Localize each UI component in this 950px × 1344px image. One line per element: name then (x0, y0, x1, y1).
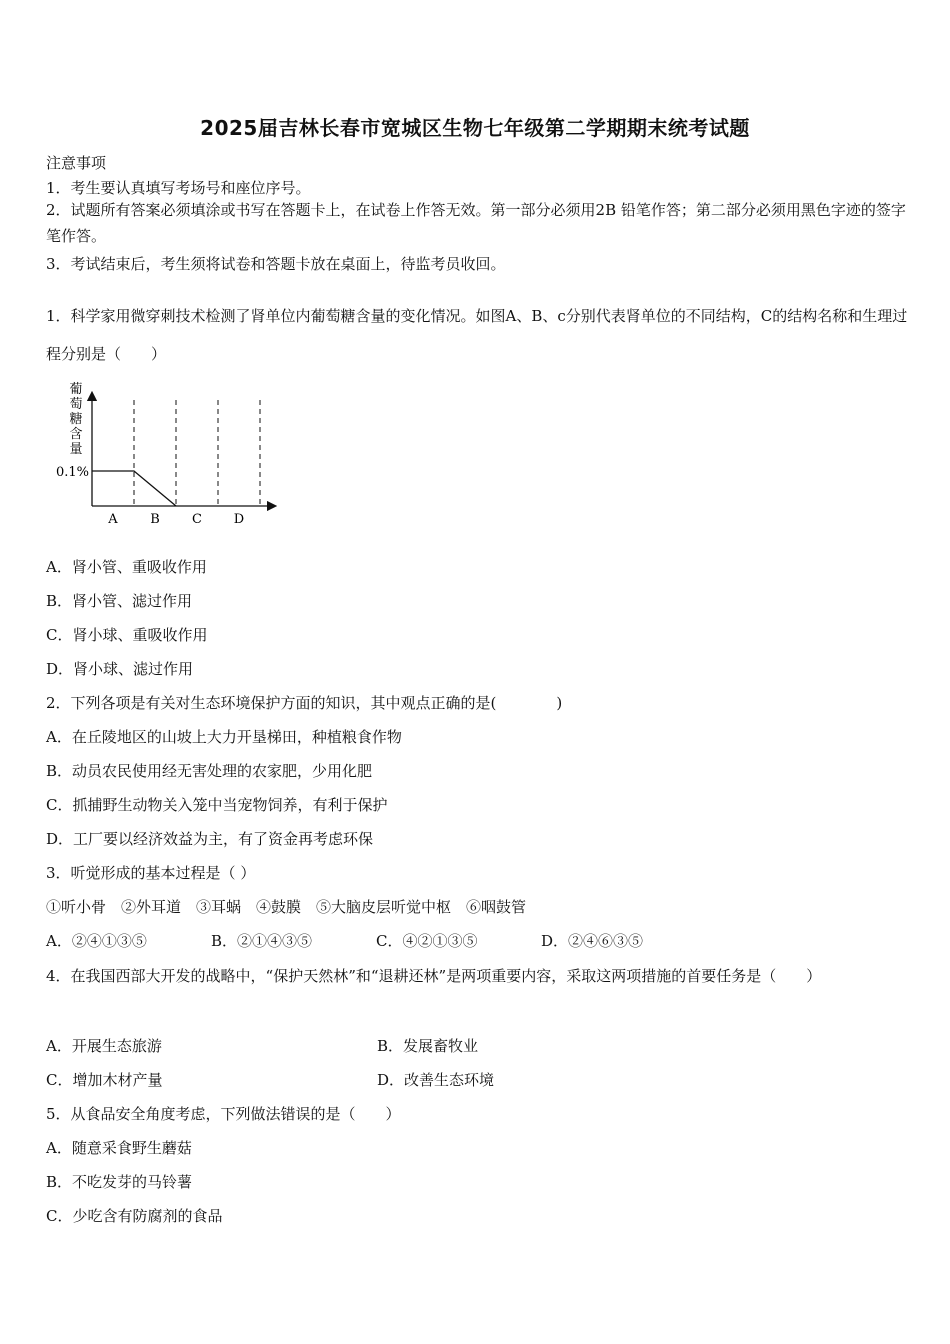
y-axis-label-char: 萄 (69, 397, 83, 412)
x-category-label: B (150, 512, 160, 527)
question-extra: ①听小骨 ②外耳道 ③耳蜗 ④鼓膜 ⑤大脑皮层听觉中枢 ⑥咽鼓管 (46, 898, 527, 916)
option: D．工厂要以经济效益为主，有了资金再考虑环保 (46, 830, 374, 848)
glucose-chart (46, 380, 286, 530)
option: B．不吃发芽的马铃薯 (46, 1173, 193, 1191)
notice-heading: 注意事项 (46, 154, 107, 172)
option: A．在丘陵地区的山坡上大力开垦梯田，种植粮食作物 (46, 728, 402, 746)
x-category-label: D (233, 512, 245, 527)
option: B．发展畜牧业 (377, 1037, 479, 1055)
option: A．②④①③⑤ (46, 932, 147, 950)
option: C．增加木材产量 (46, 1071, 163, 1089)
page-title: 2025届吉林长春市宽城区生物七年级第二学期期末统考试题 (200, 116, 750, 140)
option: D．改善生态环境 (377, 1071, 495, 1089)
question-stem: 4．在我国西部大开发的战略中，“保护天然林”和“退耕还林”是两项重要内容，采取这两项措施的首要任务是（ ） (46, 967, 822, 985)
option: D．肾小球、滤过作用 (46, 660, 194, 678)
y-axis-label (69, 382, 82, 457)
notice-item: 2．试题所有答案必须填涂或书写在答题卡上，在试卷上作答无效。第一部分必须用2B 铅笔作答；第二部分必须用黑色字迹的签字笔作答。 (46, 201, 906, 245)
option-row (46, 1035, 478, 1056)
option: D．②④⑥③⑤ (541, 932, 644, 950)
notice-item: 1．考生要认真填写考场号和座位序号。 (46, 179, 311, 197)
x-category-label: A (108, 512, 118, 527)
y-tick-label: 0.1% (55, 465, 89, 480)
option: B．动员农民使用经无害处理的农家肥，少用化肥 (46, 762, 373, 780)
question-stem: 5．从食品安全角度考虑，下列做法错误的是（ ） (46, 1105, 401, 1123)
option: A．随意采食野生蘑菇 (46, 1139, 192, 1157)
y-axis-label-char: 含 (69, 427, 83, 442)
option-row (46, 930, 706, 951)
option: B．②①④③⑤ (211, 932, 313, 950)
notice-item: 3．考试结束后，考生须将试卷和答题卡放在桌面上，待监考员收回。 (46, 255, 506, 273)
option: B．肾小管、滤过作用 (46, 592, 193, 610)
option: C．少吃含有防腐剂的食品 (46, 1207, 223, 1225)
question-stem: 1．科学家用微穿刺技术检测了肾单位内葡萄糖含量的变化情况。如图A、B、c分别代表肾单位的不同结构，C的结构名称和生理过程分别是（ ） (46, 307, 908, 363)
y-axis-label-char: 糖 (69, 412, 83, 427)
option: A．开展生态旅游 (46, 1037, 162, 1055)
option: A．肾小管、重吸收作用 (46, 558, 207, 576)
x-category-label: C (192, 512, 202, 527)
option: C．肾小球、重吸收作用 (46, 626, 208, 644)
y-axis-label-char: 量 (69, 442, 83, 457)
question-stem: 2．下列各项是有关对生态环境保护方面的知识，其中观点正确的是( ) (46, 694, 563, 712)
option: C．抓捕野生动物关入笼中当宠物饲养，有利于保护 (46, 796, 388, 814)
y-axis-label-char: 葡 (69, 382, 83, 397)
question-stem: 3．听觉形成的基本过程是（ ） (46, 864, 256, 882)
option: C．④②①③⑤ (376, 932, 478, 950)
option-row (46, 1069, 494, 1090)
